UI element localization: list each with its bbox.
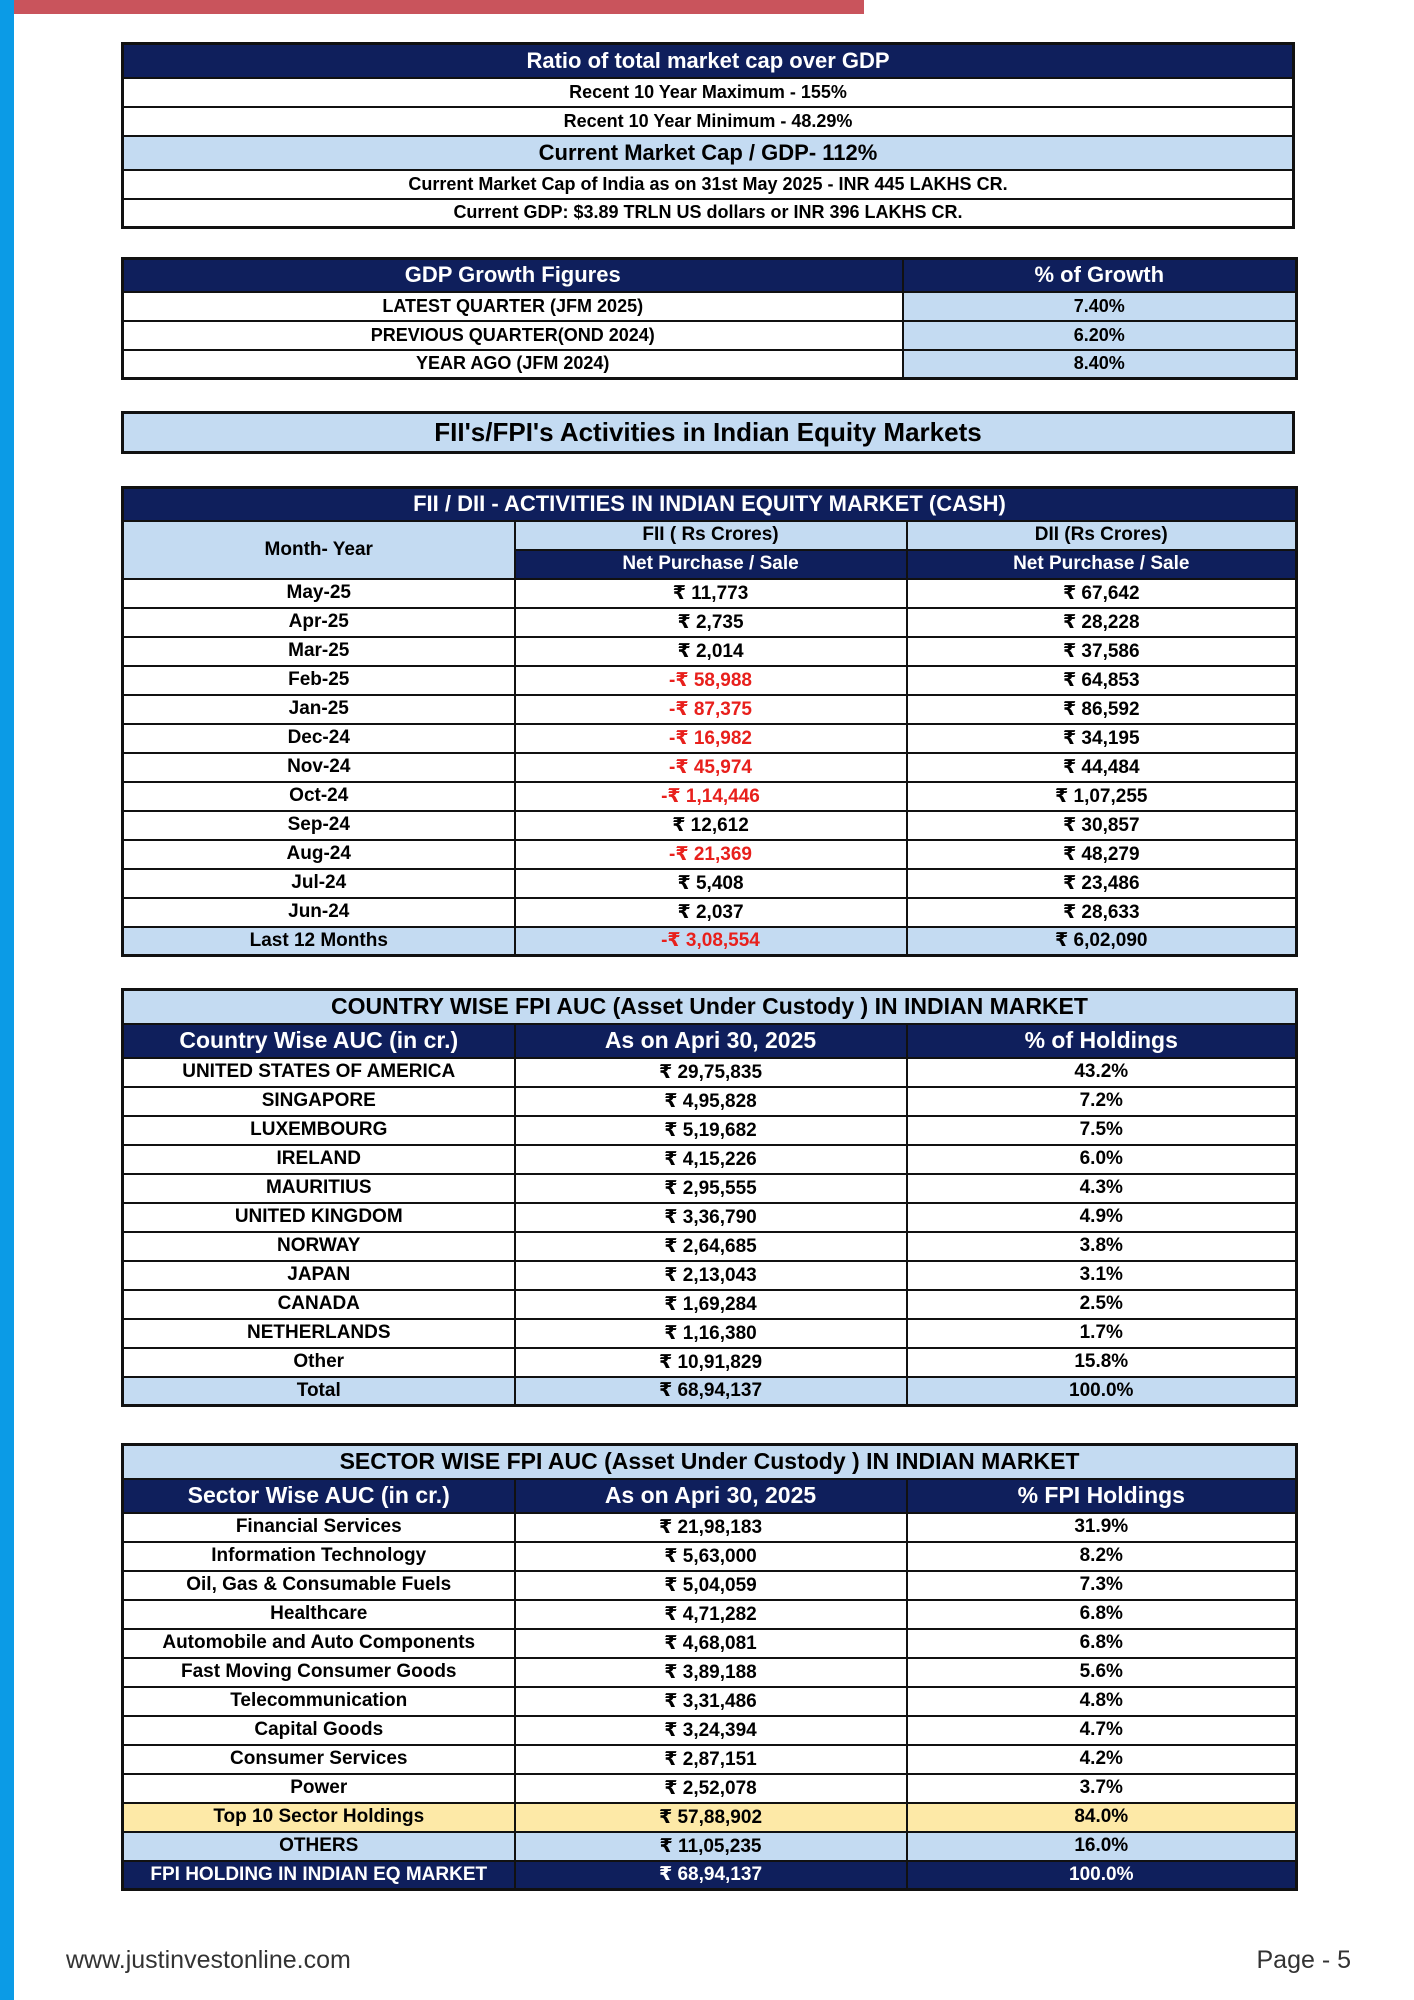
country-name-cell: UNITED KINGDOM xyxy=(123,1203,515,1232)
sector-pct-cell: 16.0% xyxy=(907,1832,1297,1861)
sector-pct-cell: 3.7% xyxy=(907,1774,1297,1803)
table-row xyxy=(123,1513,1297,1542)
country-value-cell: ₹ 68,94,137 xyxy=(515,1377,907,1406)
country-value-cell: ₹ 5,19,682 xyxy=(515,1116,907,1145)
sector-name-cell: Capital Goods xyxy=(123,1716,515,1745)
table-row xyxy=(123,1058,1297,1087)
sector-name-cell: Power xyxy=(123,1774,515,1803)
gdp-row-value: 8.40% xyxy=(903,350,1297,379)
sector-value-cell: ₹ 3,31,486 xyxy=(515,1687,907,1716)
sector-pct-cell: 4.8% xyxy=(907,1687,1297,1716)
fii-section-title: FII's/FPI's Activities in Indian Equity Markets xyxy=(123,413,1294,453)
table-row xyxy=(123,1319,1297,1348)
top-accent-bar xyxy=(14,0,864,14)
table-row-total xyxy=(123,1377,1297,1406)
sector-date-header: As on Apri 30, 2025 xyxy=(515,1479,907,1513)
fii-cell: ₹ 2,014 xyxy=(515,637,907,666)
fii-cell: -₹ 58,988 xyxy=(515,666,907,695)
country-value-cell: ₹ 2,95,555 xyxy=(515,1174,907,1203)
country-name-cell: NORWAY xyxy=(123,1232,515,1261)
table-row xyxy=(123,1232,1297,1261)
country-pct-cell: 4.9% xyxy=(907,1203,1297,1232)
table-row xyxy=(123,1774,1297,1803)
ratio-gdp: Current GDP: $3.89 TRLN US dollars or INR 396 LAKHS CR. xyxy=(123,199,1294,228)
sector-name-cell: Healthcare xyxy=(123,1600,515,1629)
country-value-cell: ₹ 2,64,685 xyxy=(515,1232,907,1261)
table-row xyxy=(123,724,1297,753)
fii-header: FII ( Rs Crores) xyxy=(515,521,907,550)
dii-cell: ₹ 48,279 xyxy=(907,840,1297,869)
sector-value-cell: ₹ 68,94,137 xyxy=(515,1861,907,1890)
sector-name-cell: Financial Services xyxy=(123,1513,515,1542)
sector-pct-cell: 7.3% xyxy=(907,1571,1297,1600)
month-cell: Nov-24 xyxy=(123,753,515,782)
month-cell: Mar-25 xyxy=(123,637,515,666)
month-cell: May-25 xyxy=(123,579,515,608)
sector-value-cell: ₹ 3,24,394 xyxy=(515,1716,907,1745)
sector-pct-cell: 5.6% xyxy=(907,1658,1297,1687)
table-row xyxy=(123,292,1297,321)
dii-cell: ₹ 23,486 xyxy=(907,869,1297,898)
table-row xyxy=(123,1542,1297,1571)
country-pct-cell: 4.3% xyxy=(907,1174,1297,1203)
fii-dii-title: FII / DII - ACTIVITIES IN INDIAN EQUITY MARKET (CASH) xyxy=(123,488,1297,521)
sector-name-cell: Consumer Services xyxy=(123,1745,515,1774)
table-row xyxy=(123,1716,1297,1745)
gdp-row-label: PREVIOUS QUARTER(OND 2024) xyxy=(123,321,903,350)
fii-cell: ₹ 11,773 xyxy=(515,579,907,608)
country-pct-cell: 43.2% xyxy=(907,1058,1297,1087)
sector-pct-cell: 4.2% xyxy=(907,1745,1297,1774)
table-row xyxy=(123,350,1297,379)
sector-value-cell: ₹ 5,63,000 xyxy=(515,1542,907,1571)
dii-cell: ₹ 64,853 xyxy=(907,666,1297,695)
fii-cell: ₹ 5,408 xyxy=(515,869,907,898)
gdp-row-label: LATEST QUARTER (JFM 2025) xyxy=(123,292,903,321)
country-name-cell: SINGAPORE xyxy=(123,1087,515,1116)
ratio-max: Recent 10 Year Maximum - 155% xyxy=(123,78,1294,107)
month-cell: Sep-24 xyxy=(123,811,515,840)
sector-pct-cell: 6.8% xyxy=(907,1600,1297,1629)
country-value-cell: ₹ 29,75,835 xyxy=(515,1058,907,1087)
table-row xyxy=(123,869,1297,898)
table-row xyxy=(123,1087,1297,1116)
country-name-cell: NETHERLANDS xyxy=(123,1319,515,1348)
country-value-cell: ₹ 1,16,380 xyxy=(515,1319,907,1348)
sector-pct-header: % FPI Holdings xyxy=(907,1479,1297,1513)
dii-cell: ₹ 34,195 xyxy=(907,724,1297,753)
dii-subheader: Net Purchase / Sale xyxy=(907,550,1297,579)
country-value-cell: ₹ 2,13,043 xyxy=(515,1261,907,1290)
country-name-cell: Other xyxy=(123,1348,515,1377)
gdp-growth-col: % of Growth xyxy=(903,259,1297,292)
month-cell: Apr-25 xyxy=(123,608,515,637)
sector-value-cell: ₹ 57,88,902 xyxy=(515,1803,907,1832)
dii-cell: ₹ 67,642 xyxy=(907,579,1297,608)
sector-value-cell: ₹ 2,52,078 xyxy=(515,1774,907,1803)
month-cell: Feb-25 xyxy=(123,666,515,695)
month-cell: Dec-24 xyxy=(123,724,515,753)
sector-pct-cell: 84.0% xyxy=(907,1803,1297,1832)
sector-value-cell: ₹ 11,05,235 xyxy=(515,1832,907,1861)
sector-pct-cell: 100.0% xyxy=(907,1861,1297,1890)
month-cell: Last 12 Months xyxy=(123,927,515,956)
country-name-cell: IRELAND xyxy=(123,1145,515,1174)
table-row xyxy=(123,1348,1297,1377)
sector-pct-cell: 6.8% xyxy=(907,1629,1297,1658)
month-cell: Jan-25 xyxy=(123,695,515,724)
fii-subheader: Net Purchase / Sale xyxy=(515,550,907,579)
table-row xyxy=(123,1261,1297,1290)
market-cap-gdp-ratio-table xyxy=(121,42,1295,229)
country-pct-cell: 6.0% xyxy=(907,1145,1297,1174)
sector-auc-table xyxy=(121,1443,1298,1891)
ratio-current: Current Market Cap / GDP- 112% xyxy=(123,136,1294,170)
country-value-cell: ₹ 10,91,829 xyxy=(515,1348,907,1377)
country-date-header: As on Apri 30, 2025 xyxy=(515,1024,907,1058)
table-row xyxy=(123,579,1297,608)
fii-cell: ₹ 2,735 xyxy=(515,608,907,637)
table-row xyxy=(123,1290,1297,1319)
country-name-cell: UNITED STATES OF AMERICA xyxy=(123,1058,515,1087)
table-row xyxy=(123,608,1297,637)
country-pct-cell: 7.2% xyxy=(907,1087,1297,1116)
fii-cell: -₹ 45,974 xyxy=(515,753,907,782)
table-row xyxy=(123,666,1297,695)
month-cell: Jun-24 xyxy=(123,898,515,927)
gdp-growth-table xyxy=(121,257,1298,380)
month-cell: Aug-24 xyxy=(123,840,515,869)
country-pct-cell: 2.5% xyxy=(907,1290,1297,1319)
dii-cell: ₹ 1,07,255 xyxy=(907,782,1297,811)
country-pct-cell: 3.1% xyxy=(907,1261,1297,1290)
table-row xyxy=(123,1745,1297,1774)
country-name-cell: JAPAN xyxy=(123,1261,515,1290)
table-row xyxy=(123,1571,1297,1600)
country-name-cell: CANADA xyxy=(123,1290,515,1319)
dii-cell: ₹ 37,586 xyxy=(907,637,1297,666)
month-cell: Oct-24 xyxy=(123,782,515,811)
dii-cell: ₹ 6,02,090 xyxy=(907,927,1297,956)
table-row xyxy=(123,782,1297,811)
fii-cell: -₹ 1,14,446 xyxy=(515,782,907,811)
country-name-cell: Total xyxy=(123,1377,515,1406)
sector-name-cell: Telecommunication xyxy=(123,1687,515,1716)
fii-cell: ₹ 12,612 xyxy=(515,811,907,840)
country-col-header: Country Wise AUC (in cr.) xyxy=(123,1024,515,1058)
country-pct-cell: 7.5% xyxy=(907,1116,1297,1145)
country-auc-title: COUNTRY WISE FPI AUC (Asset Under Custody ) IN INDIAN MARKET xyxy=(123,990,1297,1024)
fii-dii-rows xyxy=(123,579,1297,927)
country-pct-cell: 15.8% xyxy=(907,1348,1297,1377)
sector-col-header: Sector Wise AUC (in cr.) xyxy=(123,1479,515,1513)
table-row xyxy=(123,1629,1297,1658)
fii-cell: -₹ 3,08,554 xyxy=(515,927,907,956)
footer-page-number: Page - 5 xyxy=(1256,1946,1351,1974)
table-row xyxy=(123,695,1297,724)
gdp-row-value: 6.20% xyxy=(903,321,1297,350)
sector-pct-cell: 8.2% xyxy=(907,1542,1297,1571)
table-row xyxy=(123,1203,1297,1232)
country-pct-cell: 3.8% xyxy=(907,1232,1297,1261)
dii-cell: ₹ 30,857 xyxy=(907,811,1297,840)
fii-cell: -₹ 16,982 xyxy=(515,724,907,753)
sector-name-cell: Top 10 Sector Holdings xyxy=(123,1803,515,1832)
table-row-total xyxy=(123,927,1297,956)
dii-cell: ₹ 28,633 xyxy=(907,898,1297,927)
sector-name-cell: Fast Moving Consumer Goods xyxy=(123,1658,515,1687)
sector-value-cell: ₹ 3,89,188 xyxy=(515,1658,907,1687)
sector-pct-cell: 4.7% xyxy=(907,1716,1297,1745)
sector-name-cell: Information Technology xyxy=(123,1542,515,1571)
sector-pct-cell: 31.9% xyxy=(907,1513,1297,1542)
table-row xyxy=(123,1174,1297,1203)
country-value-cell: ₹ 3,36,790 xyxy=(515,1203,907,1232)
table-row-top10 xyxy=(123,1803,1297,1832)
dii-cell: ₹ 44,484 xyxy=(907,753,1297,782)
sector-auc-title: SECTOR WISE FPI AUC (Asset Under Custody ) IN INDIAN MARKET xyxy=(123,1445,1297,1479)
month-year-header: Month- Year xyxy=(123,521,515,579)
left-accent-bar xyxy=(0,0,14,2000)
sector-name-cell: FPI HOLDING IN INDIAN EQ MARKET xyxy=(123,1861,515,1890)
table-row xyxy=(123,1600,1297,1629)
table-row xyxy=(123,753,1297,782)
footer-website[interactable]: www.justinvestonline.com xyxy=(66,1946,351,1974)
ratio-min: Recent 10 Year Minimum - 48.29% xyxy=(123,107,1294,136)
sector-value-cell: ₹ 2,87,151 xyxy=(515,1745,907,1774)
sector-value-cell: ₹ 21,98,183 xyxy=(515,1513,907,1542)
sector-name-cell: Automobile and Auto Components xyxy=(123,1629,515,1658)
sector-value-cell: ₹ 5,04,059 xyxy=(515,1571,907,1600)
dii-cell: ₹ 86,592 xyxy=(907,695,1297,724)
country-auc-table xyxy=(121,988,1298,1407)
sector-value-cell: ₹ 4,68,081 xyxy=(515,1629,907,1658)
table-row xyxy=(123,840,1297,869)
table-row xyxy=(123,898,1297,927)
table-row xyxy=(123,1658,1297,1687)
country-name-cell: MAURITIUS xyxy=(123,1174,515,1203)
table-row-others xyxy=(123,1832,1297,1861)
sector-value-cell: ₹ 4,71,282 xyxy=(515,1600,907,1629)
ratio-title: Ratio of total market cap over GDP xyxy=(123,44,1294,78)
sector-name-cell: Oil, Gas & Consumable Fuels xyxy=(123,1571,515,1600)
sector-rows xyxy=(123,1513,1297,1803)
table-row xyxy=(123,811,1297,840)
country-name-cell: LUXEMBOURG xyxy=(123,1116,515,1145)
table-row-total xyxy=(123,1861,1297,1890)
table-row xyxy=(123,1687,1297,1716)
fii-cell: ₹ 2,037 xyxy=(515,898,907,927)
table-row xyxy=(123,637,1297,666)
country-pct-cell: 100.0% xyxy=(907,1377,1297,1406)
gdp-growth-title: GDP Growth Figures xyxy=(123,259,903,292)
fii-section-heading xyxy=(121,411,1295,454)
dii-cell: ₹ 28,228 xyxy=(907,608,1297,637)
country-pct-header: % of Holdings xyxy=(907,1024,1297,1058)
table-row xyxy=(123,1116,1297,1145)
country-value-cell: ₹ 4,95,828 xyxy=(515,1087,907,1116)
table-row xyxy=(123,321,1297,350)
country-pct-cell: 1.7% xyxy=(907,1319,1297,1348)
gdp-row-label: YEAR AGO (JFM 2024) xyxy=(123,350,903,379)
gdp-row-value: 7.40% xyxy=(903,292,1297,321)
dii-header: DII (Rs Crores) xyxy=(907,521,1297,550)
country-rows xyxy=(123,1058,1297,1377)
table-row xyxy=(123,1145,1297,1174)
fii-cell: -₹ 21,369 xyxy=(515,840,907,869)
country-value-cell: ₹ 1,69,284 xyxy=(515,1290,907,1319)
sector-name-cell: OTHERS xyxy=(123,1832,515,1861)
fii-dii-activity-table xyxy=(121,486,1298,957)
country-value-cell: ₹ 4,15,226 xyxy=(515,1145,907,1174)
month-cell: Jul-24 xyxy=(123,869,515,898)
fii-cell: -₹ 87,375 xyxy=(515,695,907,724)
ratio-mcap: Current Market Cap of India as on 31st May 2025 - INR 445 LAKHS CR. xyxy=(123,170,1294,199)
